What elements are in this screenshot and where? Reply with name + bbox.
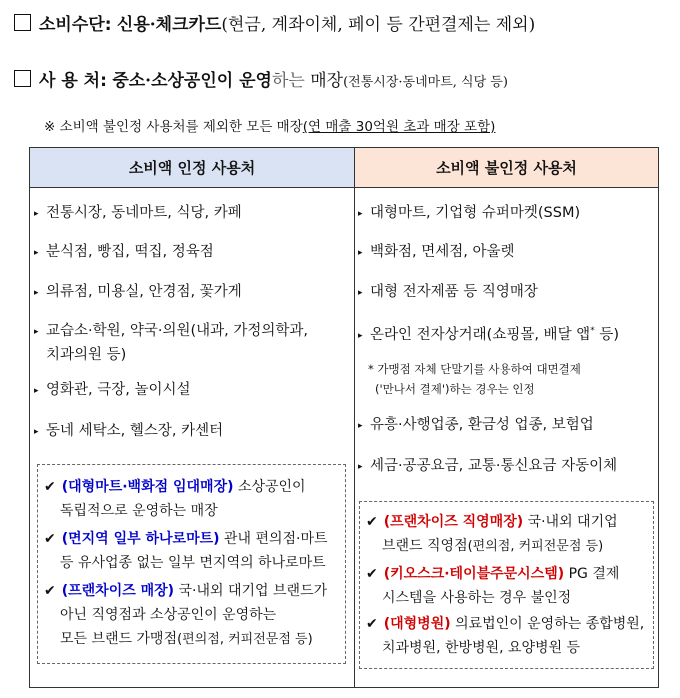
usage-place-line — [14, 66, 508, 91]
exception-item: ✔ (키오스크·테이블주문시스템) PG 결제 — [366, 566, 620, 582]
exception-item-cont: 아닌 직영점과 소상공인이 운영하는 — [60, 607, 277, 623]
check-icon: ✔ — [44, 531, 56, 547]
bullet-icon: ▸ — [358, 209, 363, 219]
exclusion-note-text: ※ 소비액 불인정 사용처를 제외한 모든 매장 — [44, 119, 303, 135]
bullet-icon: ▸ — [358, 421, 363, 431]
exception-item: ✔ (프랜차이즈 직영매장) 국·내외 대기업 — [366, 514, 618, 530]
list-item: ▸ 교습소·학원, 약국·의원(내과, 가정의학과, — [34, 319, 308, 344]
payment-means-line — [14, 10, 535, 35]
list-item: ▸ 대형마트, 기업형 슈퍼마켓(SSM) — [358, 201, 580, 226]
column-divider — [354, 148, 355, 687]
usage-label: 사 용 처: — [39, 71, 107, 91]
bullet-icon: ▸ — [34, 386, 39, 396]
payment-value: 신용·체크카드 — [116, 15, 222, 35]
bullet-icon: ▸ — [34, 427, 39, 437]
list-item: ▸ 백화점, 면세점, 아울렛 — [358, 240, 515, 265]
bullet-icon: ▸ — [34, 209, 39, 219]
list-item: ▸ 유흥·사행업종, 환금성 업종, 보험업 — [358, 413, 594, 438]
check-icon: ✔ — [366, 514, 378, 530]
exception-item-cont: 등 유사업종 없는 일부 면지역의 하나로마트 — [60, 555, 326, 571]
exception-item: ✔ (대형병원) 의료법인이 운영하는 종합병원, — [366, 616, 645, 632]
exception-item-cont: 모든 브랜드 가맹점(편의점, 커피전문점 등) — [60, 631, 313, 647]
payment-label: 소비수단: — [39, 15, 112, 35]
exception-item: ✔ (대형마트·백화점 임대매장) 소상공인이 — [44, 479, 306, 495]
exception-item-cont: 독립적으로 운영하는 매장 — [60, 503, 218, 519]
usage-value-end: 매장 — [310, 71, 344, 91]
check-icon: ✔ — [44, 479, 56, 495]
exclusion-note-paren: (연 매출 30억원 초과 매장 포함) — [302, 119, 496, 135]
exception-item-cont: 시스템을 사용하는 경우 불인정 — [382, 590, 572, 606]
list-item-continued: 치과의원 등) — [46, 347, 127, 363]
bullet-icon: ▸ — [358, 248, 363, 258]
check-icon: ✔ — [366, 616, 378, 632]
exception-item: ✔ (면지역 일부 하나로마트) 관내 편의점·마트 — [44, 531, 328, 547]
bullet-icon: ▸ — [34, 327, 39, 337]
usage-value: 중소·소상공인이 운영 — [112, 71, 272, 91]
sub-note: ('만나서 결제')하는 경우는 인정 — [375, 382, 535, 396]
list-item: ▸ 전통시장, 동네마트, 식당, 카페 — [34, 201, 242, 226]
list-item: ▸ 대형 전자제품 등 직영매장 — [358, 280, 538, 305]
checkbox-square-icon — [14, 14, 31, 31]
left-column-header: 소비액 인정 사용처 — [30, 148, 354, 188]
list-item: ▸ 의류점, 미용실, 안경점, 꽃가게 — [34, 280, 242, 305]
right-column-header: 소비액 불인정 사용처 — [355, 148, 658, 188]
exception-item: ✔ (프랜차이즈 매장) 국·내외 대기업 브랜드가 — [44, 583, 328, 599]
exception-item-cont: 치과병원, 한방병원, 요양병원 등 — [382, 640, 581, 656]
exception-item-cont: 브랜드 직영점(편의점, 커피전문점 등) — [382, 538, 604, 554]
list-item: ▸ 분식점, 빵집, 떡집, 정육점 — [34, 240, 214, 265]
check-icon: ✔ — [44, 583, 56, 599]
bullet-icon: ▸ — [358, 462, 363, 472]
usage-value-mid: 하는 — [271, 71, 305, 91]
bullet-icon: ▸ — [358, 288, 363, 298]
check-icon: ✔ — [366, 566, 378, 582]
list-item: ▸ 동네 세탁소, 헬스장, 카센터 — [34, 419, 223, 444]
right-exception-box — [359, 501, 654, 669]
usage-table — [29, 147, 659, 688]
bullet-icon: ▸ — [358, 330, 363, 341]
bullet-icon: ▸ — [34, 248, 39, 258]
list-item: ▸ 영화관, 극장, 놀이시설 — [34, 378, 191, 403]
list-item: ▸ 온라인 전자상거래(쇼핑몰, 배달 앱* 등) — [358, 319, 619, 348]
usage-note: (전통시장·동네마트, 식당 등) — [343, 75, 508, 90]
payment-note: (현금, 계좌이체, 페이 등 간편결제는 제외) — [221, 15, 536, 35]
sub-note: * 가맹점 자체 단말기를 사용하여 대면결제 — [368, 362, 581, 376]
left-exception-box — [37, 464, 346, 664]
checkbox-square-icon — [14, 70, 31, 87]
exclusion-note — [44, 115, 495, 135]
list-item: ▸ 세금·공공요금, 교통·통신요금 자동이체 — [358, 454, 617, 479]
bullet-icon: ▸ — [34, 288, 39, 298]
